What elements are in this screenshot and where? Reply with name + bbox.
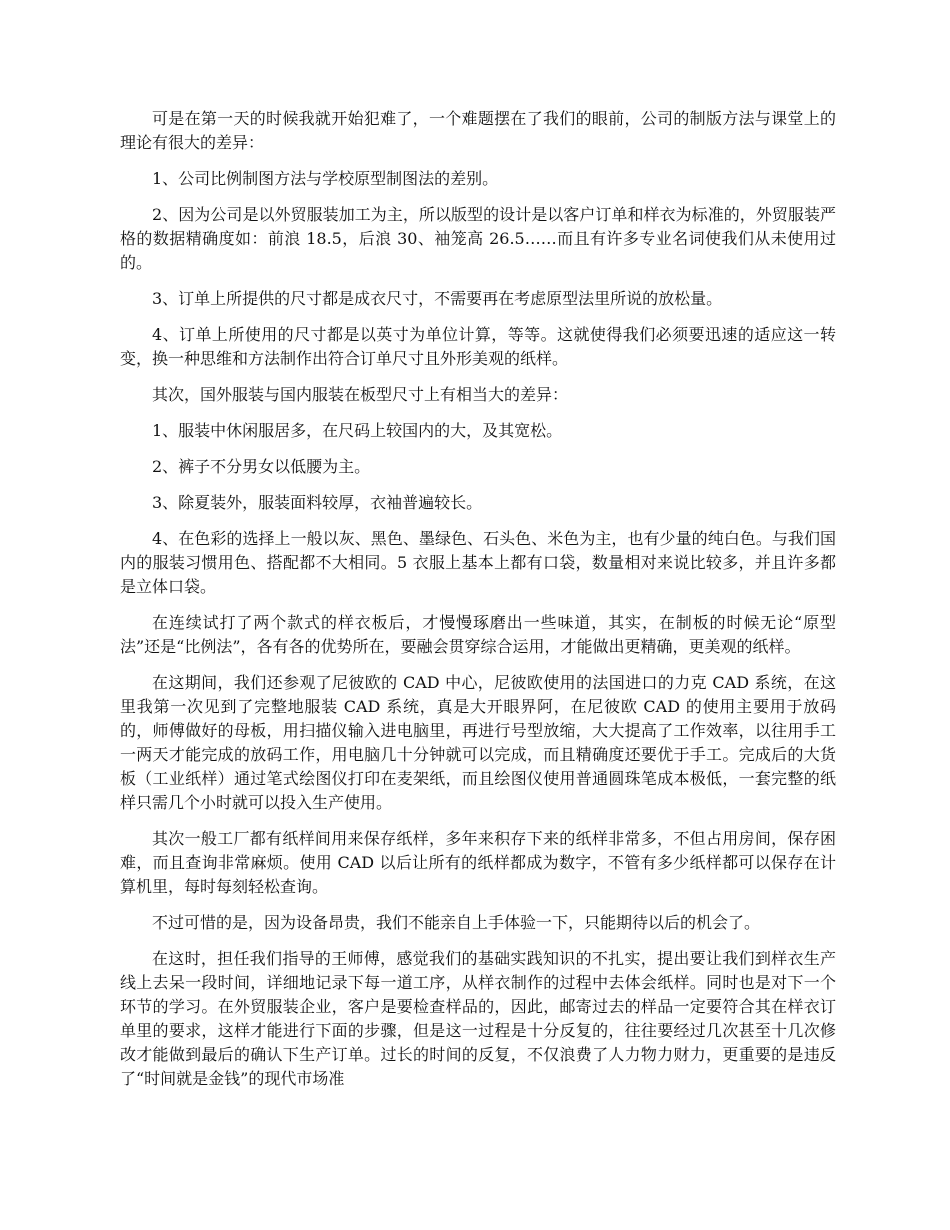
list-item: 4、在色彩的选择上一般以灰、黑色、墨绿色、石头色、米色为主，也有少量的纯白色。与我们国内的服装习惯用色、搭配都不大相同。5 衣服上基本上都有口袋，数量相对来说比较多，并且许多都是立体口袋。 <box>120 529 836 596</box>
paragraph: 在这期间，我们还参观了尼彼欧的 CAD 中心，尼彼欧使用的法国进口的力克 CAD 系统，在这里我第一次见到了完整地服装 CAD 系统，真是大开眼界阿，在尼彼欧 CAD 的使用主要用于放码的，师傅做好的母板，用扫描仪输入进电脑里，再进行号型放缩，大大提高了工作效率，以往用手工一两天才能完成的放码工作，用电脑几十分钟就可以完成，而且精确度还要优于手工。完成后的大货板（工业纸样）通过笔式绘图仪打印在麦架纸，而且绘图仪使用普通圆珠笔成本极低，一套完整的纸样只需几个小时就可以投入生产使用。 <box>120 673 836 812</box>
paragraph: 不过可惜的是，因为设备昂贵，我们不能亲自上手体验一下，只能期待以后的机会了。 <box>152 913 761 932</box>
document-body <box>120 107 836 1103</box>
list-item: 3、除夏装外，服装面料较厚，衣袖普遍较长。 <box>152 493 483 512</box>
list-item: 1、公司比例制图方法与学校原型制图法的差别。 <box>152 169 499 188</box>
list-item: 3、订单上所提供的尺寸都是成衣尺寸，不需要再在考虑原型法里所说的放松量。 <box>152 289 723 308</box>
list-item: 1、服装中休闲服居多，在尺码上较国内的大，及其宽松。 <box>152 421 563 440</box>
list-item: 2、因为公司是以外贸服装加工为主，所以版型的设计是以客户订单和样衣为标准的，外贸服装严格的数据精确度如：前浪 18.5，后浪 30、袖笼高 26.5……而且有许多专业名词使我们从未使用过的。 <box>120 205 836 272</box>
paragraph: 其次，国外服装与国内服装在板型尺寸上有相当大的差异： <box>152 385 569 404</box>
list-item: 2、裤子不分男女以低腰为主。 <box>152 457 371 476</box>
paragraph: 其次一般工厂都有纸样间用来保存纸样，多年来积存下来的纸样非常多，不但占用房间，保存困难，而且查询非常麻烦。使用 CAD 以后让所有的纸样都成为数字，不管有多少纸样都可以保存在计算机里，每时每刻轻松查询。 <box>120 829 836 896</box>
paragraph: 在连续试打了两个款式的样衣板后，才慢慢琢磨出一些味道，其实，在制板的时候无论“原型法”还是“比例法”，各有各的优势所在，要融会贯穿综合运用，才能做出更精确，更美观的纸样。 <box>120 613 836 656</box>
paragraph: 可是在第一天的时候我就开始犯难了，一个难题摆在了我们的眼前，公司的制版方法与课堂上的理论有很大的差异： <box>120 109 836 152</box>
list-item: 4、订单上所使用的尺寸都是以英寸为单位计算，等等。这就使得我们必须要迅速的适应这一转变，换一种思维和方法制作出符合订单尺寸且外形美观的纸样。 <box>120 325 836 368</box>
paragraph: 在这时，担任我们指导的王师傅，感觉我们的基础实践知识的不扎实，提出要让我们到样衣生产线上去呆一段时间，详细地记录下每一道工序，从样衣制作的过程中去体会纸样。同时也是对下一个环节的学习。在外贸服装企业，客户是要检查样品的，因此，邮寄过去的样品一定要符合其在样衣订单里的要求，这样才能进行下面的步骤，但是这一过程是十分反复的，往往要经过几次甚至十几次修改才能做到最后的确认下生产订单。过长的时间的反复，不仅浪费了人力物力财力，更重要的是违反了“时间就是金钱”的现代市场准 <box>120 949 836 1088</box>
